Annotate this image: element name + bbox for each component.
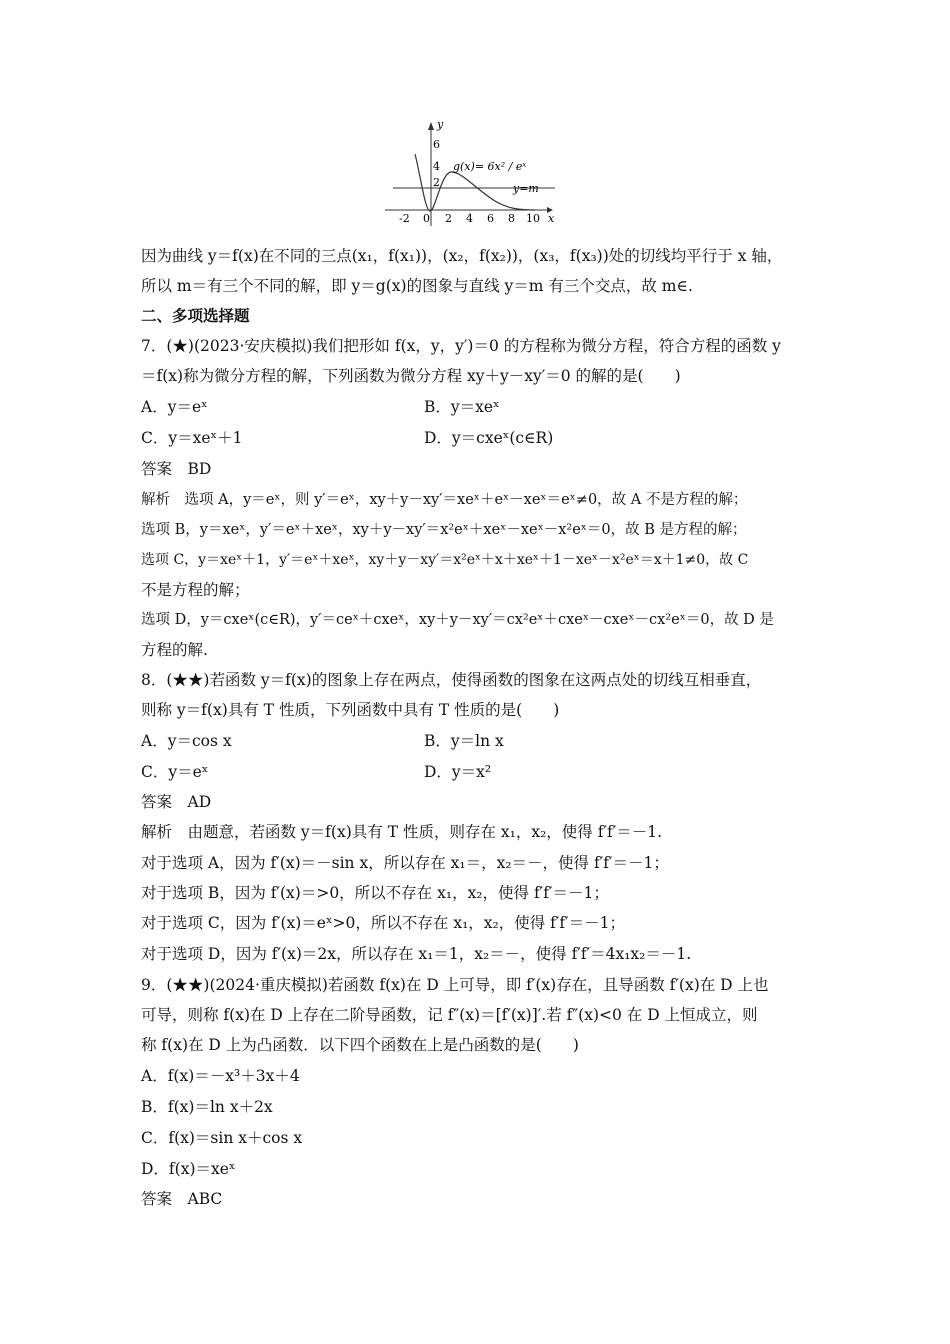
option-a: A．y＝cos x [141, 732, 232, 750]
section-heading: 二、多项选择题 [141, 306, 250, 325]
y-tick-2: 2 [433, 176, 440, 189]
x-label: x [548, 212, 555, 225]
explanation: 对于选项 A，因为 f′(x)＝－sin x，所以存在 x₁＝，x₂＝－，使得 f′f′＝－1； [141, 854, 669, 872]
x-tick-6: 6 [487, 212, 494, 225]
m-line-label: y=m [513, 182, 539, 195]
option-a: A．y＝eˣ [141, 398, 208, 416]
x-tick-8: 8 [508, 212, 515, 225]
explanation: 不是方程的解； [141, 581, 250, 599]
x-tick-0: 0 [423, 212, 430, 225]
question-8-stem: 则称 y＝f(x)具有 T 性质，下列函数中具有 T 性质的是( ) [141, 701, 560, 719]
y-label: y [437, 118, 444, 131]
answer: 答案 ABC [141, 1190, 223, 1208]
question-9-stem: 9．(★★)(2024·重庆模拟)若函数 f(x)在 D 上可导，即 f′(x)存在，且导函数 f′(x)在 D 上也 [141, 976, 769, 994]
option-d: D．y＝x² [424, 763, 492, 781]
option-b: B．y＝ln x [424, 732, 504, 750]
explanation: 选项 C，y＝xeˣ＋1，y′＝eˣ＋xeˣ，xy＋y－xy′＝x²eˣ＋x＋xeˣ＋1－xeˣ－x²eˣ＝x＋1≠0，故 C [141, 552, 749, 568]
explanation: 对于选项 B，因为 f′(x)＝>0，所以不存在 x₁，x₂，使得 f′f′＝－1； [141, 884, 609, 902]
y-arrow [428, 122, 434, 130]
y-tick-6: 6 [433, 138, 440, 151]
x-tick-10: 10 [526, 212, 540, 225]
option-b: B．f(x)＝ln x＋2x [141, 1098, 273, 1116]
question-7-stem: 7．(★)(2023·安庆模拟)我们把形如 f(x，y，y′)＝0 的方程称为微分方程，符合方程的函数 y [141, 337, 781, 355]
question-9-stem: 称 f(x)在 D 上为凸函数．以下四个函数在上是凸函数的是( ) [141, 1036, 579, 1054]
explanation: 对于选项 D，因为 f′(x)＝2x，所以存在 x₁＝1，x₂＝－，使得 f′f′＝4x₁x₂＝－1. [141, 945, 692, 963]
x-tick-2: 2 [445, 212, 452, 225]
explanation: 选项 D，y＝cxeˣ(c∈R)，y′＝ceˣ＋cxeˣ，xy＋y－xy′＝cx²eˣ＋cxeˣ－cxeˣ－cx²eˣ＝0，故 D 是 [141, 612, 774, 628]
explanation: 选项 B，y＝xeˣ，y′＝eˣ＋xeˣ，xy＋y－xy′＝x²eˣ＋xeˣ－xeˣ－x²eˣ＝0，故 B 是方程的解； [141, 522, 747, 538]
answer: 答案 AD [141, 793, 212, 811]
explanation: 方程的解. [141, 641, 208, 659]
option-d: D．f(x)＝xeˣ [141, 1160, 236, 1178]
g-func-label: g(x)= 6x² / eˣ [453, 160, 527, 173]
x-tick--2: -2 [399, 212, 410, 225]
option-a: A．f(x)＝－x³＋3x＋4 [141, 1067, 300, 1085]
explanation: 解析 选项 A，y＝eˣ，则 y′＝eˣ，xy＋y－xy′＝xeˣ＋eˣ－xeˣ＝eˣ≠0，故 A 不是方程的解； [141, 492, 748, 508]
function-graph [385, 118, 565, 228]
x-tick-4: 4 [466, 212, 473, 225]
text-line: 所以 m＝有三个不同的解，即 y＝g(x)的图象与直线 y＝m 有三个交点，故 m∈. [141, 277, 693, 295]
option-c: C．y＝xeˣ＋1 [141, 429, 243, 447]
option-c: C．y＝eˣ [141, 763, 209, 781]
text-line: 因为曲线 y＝f(x)在不同的三点(x₁，f(x₁))，(x₂，f(x₂))，(x₃，f(x₃))处的切线均平行于 x 轴， [141, 247, 783, 265]
explanation: 解析 由题意，若函数 y＝f(x)具有 T 性质，则存在 x₁，x₂，使得 f′f′＝－1. [141, 823, 663, 841]
option-b: B．y＝xeˣ [424, 398, 500, 416]
y-tick-4: 4 [433, 160, 440, 173]
option-d: D．y＝cxeˣ(c∈R) [424, 429, 554, 447]
explanation: 对于选项 C，因为 f′(x)＝eˣ>0，所以不存在 x₁，x₂，使得 f′f′＝－1； [141, 914, 626, 932]
question-8-stem: 8．(★★)若函数 y＝f(x)的图象上存在两点，使得函数的图象在这两点处的切线互相垂直， [141, 671, 762, 689]
answer: 答案 BD [141, 460, 212, 478]
option-c: C．f(x)＝sin x＋cos x [141, 1129, 303, 1147]
question-9-stem: 可导，则称 f(x)在 D 上存在二阶导函数，记 f″(x)＝[f′(x)]′.若 f″(x)<0 在 D 上恒成立，则 [141, 1006, 758, 1024]
question-7-stem: ＝f(x)称为微分方程的解，下列函数为微分方程 xy＋y－xy′＝0 的解的是( ) [141, 367, 681, 385]
